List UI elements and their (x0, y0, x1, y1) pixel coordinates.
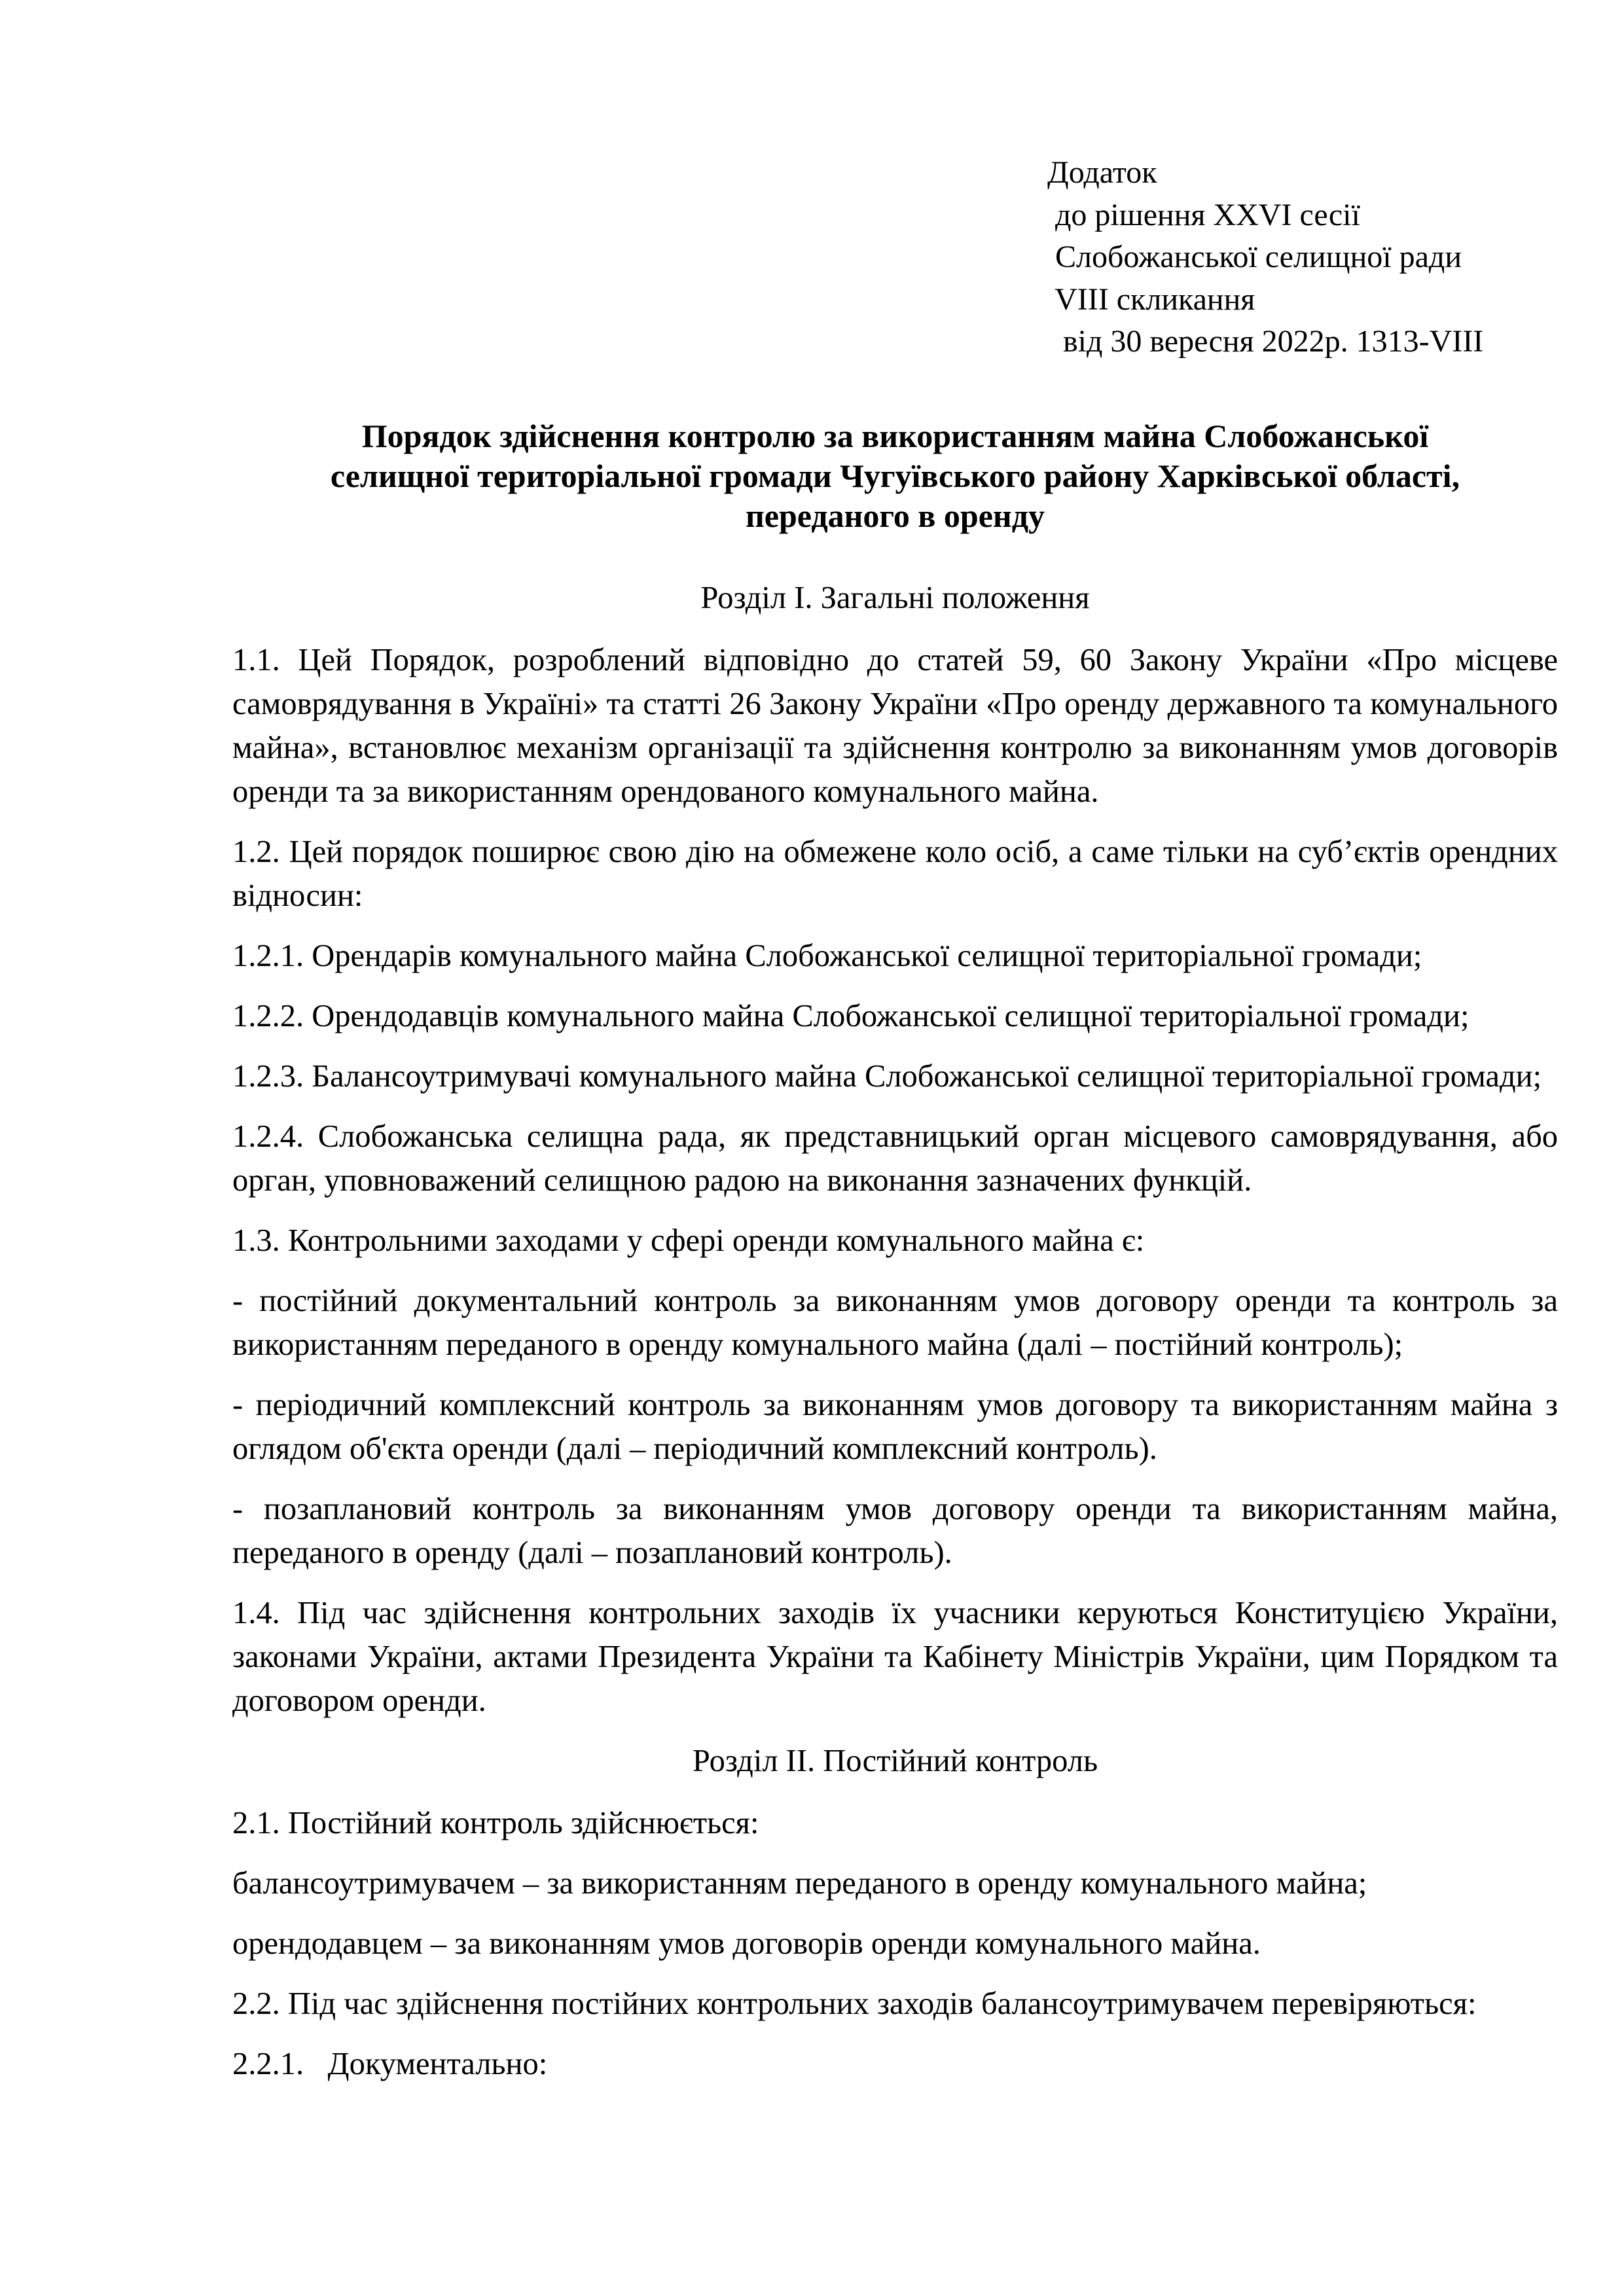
paragraph-1-2: 1.2. Цей порядок поширює свою дію на обмежене коло осіб, а саме тільки на суб’єктів орендних відносин: (232, 834, 1558, 913)
list-item-balance-holder: балансоутримувачем – за використанням переданого в оренду комунального майна; (232, 1866, 1367, 1901)
paragraph-2-2-1: 2.2.1. Документально: (232, 2047, 548, 2081)
paragraph-2-1: 2.1. Постійний контроль здійснюється: (232, 1806, 759, 1840)
document-title (232, 416, 1558, 536)
title-line: селищної територіальної громади Чугуївського району Харківської області, (330, 457, 1460, 494)
annex-line: VIII скликання (1047, 281, 1255, 317)
list-item-permanent-control: - постійний документальний контроль за виконанням умов договору оренди та контроль за використанням переданого в оренду комунального майна (далі – постійний контроль); (232, 1283, 1558, 1362)
paragraph-1-2-4: 1.2.4. Слобожанська селищна рада, як представницький орган місцевого самоврядування, або орган, уповноважений селищною радою на виконання зазначених функцій. (232, 1119, 1558, 1198)
paragraph-1-2-3: 1.2.3. Балансоутримувачі комунального майна Слобожанської селищної територіальної громади; (232, 1059, 1542, 1094)
list-item-unscheduled-control: - позаплановий контроль за виконанням умов договору оренди та використанням майна, переданого в оренду (далі – позаплановий контроль). (232, 1492, 1558, 1570)
title-line: Порядок здійснення контролю за використанням майна Слобожанської (361, 418, 1429, 454)
section-1-heading: Розділ І. Загальні положення (700, 581, 1090, 615)
annex-line: до рішення XXVI сесії (1047, 197, 1360, 232)
paragraph-1-4: 1.4. Під час здійснення контрольних заходів їх учасники керуються Конституцією України, законами України, актами Президента України та Кабінету Міністрів України, цим Порядком та договором оренди. (232, 1596, 1558, 1718)
paragraph-1-2-2: 1.2.2. Орендодавців комунального майна Слобожанської селищної територіальної громади; (232, 999, 1470, 1033)
document-body (232, 576, 1558, 2102)
paragraph-1-3: 1.3. Контрольними заходами у сфері оренди комунального майна є: (232, 1223, 1145, 1258)
annex-line: Додаток (1047, 155, 1157, 190)
paragraph-1-1: 1.1. Цей Порядок, розроблений відповідно до статей 59, 60 Закону України «Про місцеве самоврядування в Україні» та статті 26 Закону України «Про оренду державного та комунального майна», встановлює механізм організації та здійснення контролю за виконанням умов договорів оренди та за використанням орендованого комунального майна. (232, 643, 1558, 809)
paragraph-1-2-1: 1.2.1. Орендарів комунального майна Слобожанської селищної територіальної громади; (232, 939, 1422, 973)
list-item-periodic-control: - періодичний комплексний контроль за виконанням умов договору та використанням майна з оглядом об'єкта оренди (далі – періодичний комплексний контроль). (232, 1388, 1558, 1466)
section-2-heading: Розділ ІІ. Постійний контроль (692, 1744, 1098, 1778)
annex-header (1047, 152, 1483, 363)
paragraph-2-2: 2.2. Під час здійснення постійних контрольних заходів балансоутримувачем перевіряються: (232, 1986, 1477, 2021)
title-line: переданого в оренду (745, 497, 1045, 534)
list-item-lessor: орендодавцем – за виконанням умов договорів оренди комунального майна. (232, 1926, 1261, 1961)
annex-line: від 30 вересня 2022р. 1313-VIII (1047, 324, 1484, 359)
annex-line: Слобожанської селищної ради (1047, 240, 1462, 274)
